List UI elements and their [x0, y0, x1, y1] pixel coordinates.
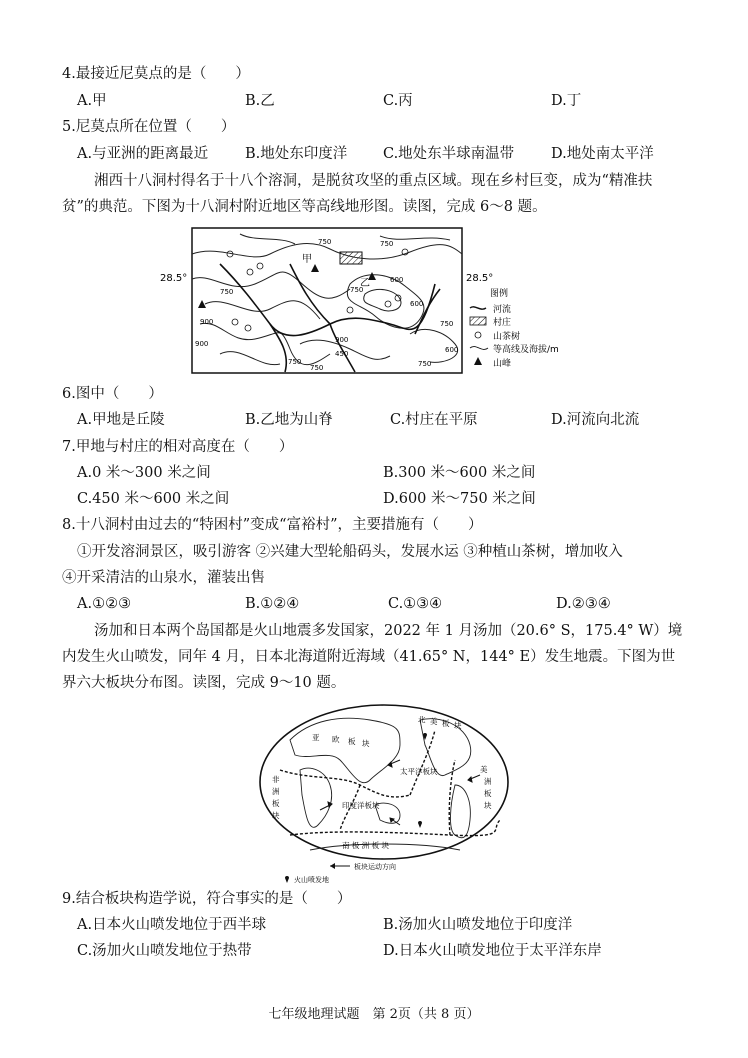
- passage2-line3: 界六大板块分布图。读图，完成 9～10 题。: [62, 675, 346, 691]
- q7-option-d: D.600 米～750 米之间: [383, 491, 536, 507]
- q9-option-c: C.汤加火山喷发地位于热带: [77, 943, 252, 959]
- q6-stem: 6.图中（ ）: [62, 386, 163, 402]
- plate-label: 板: [442, 719, 450, 728]
- legend-title: 图例: [490, 289, 509, 299]
- plate-label: 印度洋板块: [342, 801, 380, 810]
- volcano-icon: [285, 876, 289, 883]
- legend-contour: 等高线及海拔/m: [493, 345, 559, 355]
- passage2-line2: 内发生火山喷发，同年 4 月，日本北海道附近海域（41.65° N，144° E）发生地震。下图为世: [62, 649, 676, 665]
- plate-label: 亚: [312, 733, 320, 742]
- contour-label: 600: [410, 300, 424, 308]
- passage1-line1: 湘西十八洞村得名于十八个溶洞，是脱贫攻坚的重点区域。现在乡村巨变，成为“精准扶: [94, 173, 653, 189]
- q6-option-d: D.河流向北流: [551, 412, 640, 428]
- plate-label: 板: [484, 789, 492, 798]
- contour-label: 900: [335, 336, 349, 344]
- q7-option-b: B.300 米～600 米之间: [383, 465, 536, 481]
- legend-river: 河流: [493, 305, 512, 315]
- plate-label: 美: [430, 717, 438, 726]
- plate-label: 非: [272, 775, 280, 784]
- contour-label: 900: [200, 318, 214, 326]
- plate-label: 块: [454, 721, 462, 730]
- place-jia: 甲: [302, 254, 312, 265]
- q5-option-a: A.与亚洲的距离最近: [77, 146, 209, 162]
- map-legend: [470, 287, 559, 369]
- page-footer: 七年级地理试题 第 2页（共 8 页）: [268, 1007, 480, 1022]
- legend-arrow-label: 板块运动方向: [354, 863, 396, 871]
- legend-volcano-label: 火山喷发地: [294, 876, 329, 884]
- world-plates-map: [250, 700, 518, 884]
- q7-option-c: C.450 米～600 米之间: [77, 491, 230, 507]
- q8-option-d: D.②③④: [556, 596, 611, 612]
- q8-items-line1: ①开发溶洞景区，吸引游客 ②兴建大型轮船码头，发展水运 ③种植山茶树，增加收入: [77, 544, 623, 560]
- q5-option-b: B.地处东印度洋: [245, 146, 348, 162]
- plate-label: 板: [348, 737, 356, 746]
- q6-option-b: B.乙地为山脊: [245, 412, 333, 428]
- q9-option-a: A.日本火山喷发地位于西半球: [77, 917, 267, 933]
- q5-stem: 5.尼莫点所在位置（ ）: [62, 119, 236, 135]
- plate-label: 太平洋板块: [400, 767, 438, 776]
- q8-option-c: C.①③④: [388, 596, 443, 612]
- plate-label: 欧: [332, 735, 340, 744]
- q9-option-b: B.汤加火山喷发地位于印度洋: [383, 917, 573, 933]
- lat-label-right: 28.5°: [466, 273, 494, 284]
- q8-option-a: A.①②③: [77, 596, 132, 612]
- plate-label: 块: [484, 801, 492, 810]
- plate-label: 块: [362, 739, 370, 748]
- contour-map: [160, 224, 580, 376]
- q6-option-c: C.村庄在平原: [390, 412, 478, 428]
- q7-option-a: A.0 米～300 米之间: [77, 465, 211, 481]
- q9-option-d: D.日本火山喷发地位于太平洋东岸: [383, 943, 602, 959]
- legend-village: 村庄: [493, 318, 512, 328]
- plate-label: 洲: [484, 777, 492, 786]
- contour-label: 600: [390, 276, 404, 284]
- volcano-legend: [282, 872, 382, 886]
- q8-items-line2: ④开采清洁的山泉水，灌装出售: [62, 570, 265, 586]
- q6-option-a: A.甲地是丘陵: [77, 412, 165, 428]
- contour-label: 450: [335, 350, 349, 358]
- plate-label: 块: [272, 811, 280, 820]
- place-yi: 乙: [360, 278, 370, 289]
- q4-option-d: D.丁: [551, 93, 582, 109]
- q9-stem: 9.结合板块构造学说，符合事实的是（ ）: [62, 891, 352, 907]
- q5-option-c: C.地处东半球南温带: [383, 146, 515, 162]
- contour-label: 750: [418, 360, 432, 368]
- lat-label-left: 28.5°: [160, 273, 188, 284]
- q5-option-d: D.地处南太平洋: [551, 146, 654, 162]
- plate-label: 板: [272, 799, 280, 808]
- legend-peak: 山峰: [493, 359, 512, 369]
- plate-label: 洲: [272, 787, 280, 796]
- q8-stem: 8.十八洞村由过去的“特困村”变成“富裕村”，主要措施有（ ）: [62, 517, 483, 533]
- legend-tea: 山茶树: [493, 332, 521, 342]
- q4-option-a: A.甲: [77, 93, 107, 109]
- contour-label: 750: [288, 358, 302, 366]
- passage2-line1: 汤加和日本两个岛国都是火山地震多发国家，2022 年 1 月汤加（20.6° S，175.4° W）境: [94, 623, 683, 639]
- plate-label: 北: [418, 715, 426, 724]
- contour-label: 900: [195, 340, 209, 348]
- contour-label: 750: [318, 238, 332, 246]
- plate-label: 南 极 洲 板 块: [342, 841, 390, 850]
- q7-stem: 7.甲地与村庄的相对高度在（ ）: [62, 439, 294, 455]
- contour-label: 750: [310, 364, 324, 372]
- q4-stem: 4.最接近尼莫点的是（ ）: [62, 66, 250, 82]
- contour-label: 750: [440, 320, 454, 328]
- contour-label: 600: [445, 346, 459, 354]
- contour-label: 750: [220, 288, 234, 296]
- q8-option-b: B.①②④: [245, 596, 300, 612]
- plate-label: 美: [480, 765, 488, 774]
- contour-label: 750: [380, 240, 394, 248]
- passage1-line2: 贫”的典范。下图为十八洞村附近地区等高线地形图。读图，完成 6～8 题。: [62, 199, 547, 215]
- contour-label: 750: [350, 286, 364, 294]
- q4-option-c: C.丙: [383, 93, 413, 109]
- q4-option-b: B.乙: [245, 93, 275, 109]
